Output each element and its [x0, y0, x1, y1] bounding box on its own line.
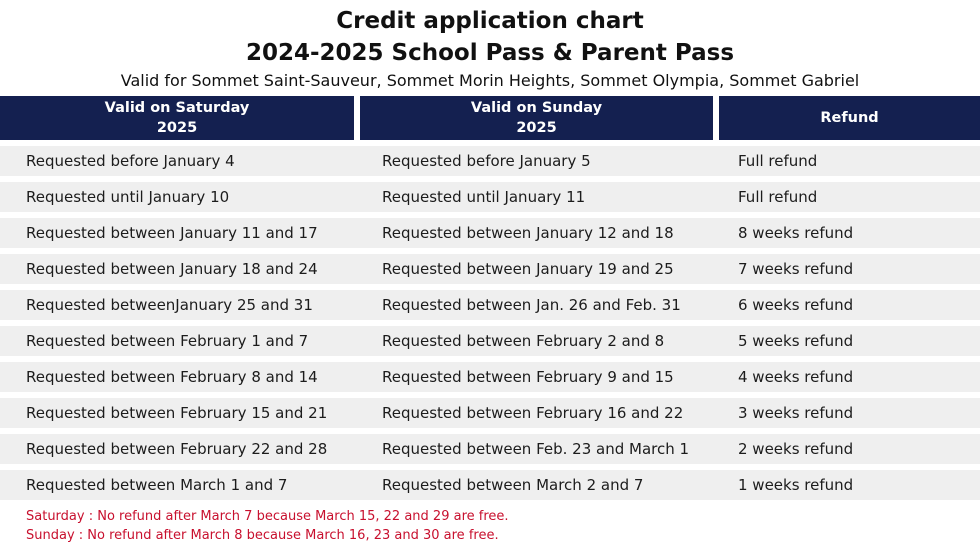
chart-title: Credit application chart: [336, 8, 644, 34]
saturday-cell: Requested between March 1 and 7: [26, 476, 288, 494]
refund-cell: 7 weeks refund: [738, 260, 854, 278]
refund-cell: 3 weeks refund: [738, 404, 854, 422]
refund-cell: 1 weeks refund: [738, 476, 854, 494]
refund-cell: 8 weeks refund: [738, 224, 854, 242]
table-row: [0, 470, 980, 500]
sunday-cell: Requested between Jan. 26 and Feb. 31: [382, 296, 681, 314]
refund-cell: 5 weeks refund: [738, 332, 854, 350]
table-row: [0, 290, 980, 320]
saturday-cell: Requested between February 22 and 28: [26, 440, 328, 458]
refund-cell: 2 weeks refund: [738, 440, 854, 458]
table-row: [0, 398, 980, 428]
sunday-cell: Requested between February 2 and 8: [382, 332, 665, 350]
sunday-cell: Requested between March 2 and 7: [382, 476, 644, 494]
saturday-cell: Requested between February 8 and 14: [26, 368, 318, 386]
saturday-cell: Requested between February 15 and 21: [26, 404, 328, 422]
sunday-cell: Requested until January 11: [382, 188, 586, 206]
refund-cell: Full refund: [738, 188, 818, 206]
sunday-cell: Requested before January 5: [382, 152, 591, 170]
table-row: [0, 146, 980, 176]
header-refund-label: Refund: [820, 110, 879, 126]
saturday-cell: Requested before January 4: [26, 152, 235, 170]
header-sunday-label: Valid on Sunday: [470, 100, 603, 116]
saturday-cell: Requested between January 18 and 24: [26, 260, 318, 278]
refund-cell: 6 weeks refund: [738, 296, 854, 314]
table-row: [0, 326, 980, 356]
sunday-cell: Requested between Feb. 23 and March 1: [382, 440, 690, 458]
saturday-cell: Requested between February 1 and 7: [26, 332, 309, 350]
saturday-cell: Requested betweenJanuary 25 and 31: [26, 296, 313, 314]
sunday-cell: Requested between January 12 and 18: [382, 224, 674, 242]
header-sunday-year: 2025: [516, 120, 557, 136]
table-row: [0, 362, 980, 392]
saturday-cell: Requested until January 10: [26, 188, 230, 206]
refund-cell: Full refund: [738, 152, 818, 170]
saturday-note: Saturday : No refund after March 7 because March 15, 22 and 29 are free.: [26, 509, 509, 524]
table-row: [0, 434, 980, 464]
sunday-cell: Requested between January 19 and 25: [382, 260, 674, 278]
table-row: [0, 182, 980, 212]
header-saturday: [0, 96, 354, 140]
header-saturday-label: Valid on Saturday: [104, 100, 250, 116]
refund-cell: 4 weeks refund: [738, 368, 854, 386]
sunday-cell: Requested between February 16 and 22: [382, 404, 684, 422]
header-saturday-year: 2025: [156, 120, 198, 136]
header-refund: [719, 96, 980, 140]
table-row: [0, 218, 980, 248]
chart-subtitle-pass: 2024-2025 School Pass & Parent Pass: [245, 40, 735, 66]
header-sunday: [360, 96, 713, 140]
valid-resorts-line: Valid for Sommet Saint-Sauveur, Sommet Morin Heights, Sommet Olympia, Sommet Gabriel: [120, 71, 860, 90]
saturday-cell: Requested between January 11 and 17: [26, 224, 318, 242]
table-row: [0, 254, 980, 284]
sunday-note: Sunday : No refund after March 8 because March 16, 23 and 30 are free.: [26, 528, 499, 543]
sunday-cell: Requested between February 9 and 15: [382, 368, 674, 386]
